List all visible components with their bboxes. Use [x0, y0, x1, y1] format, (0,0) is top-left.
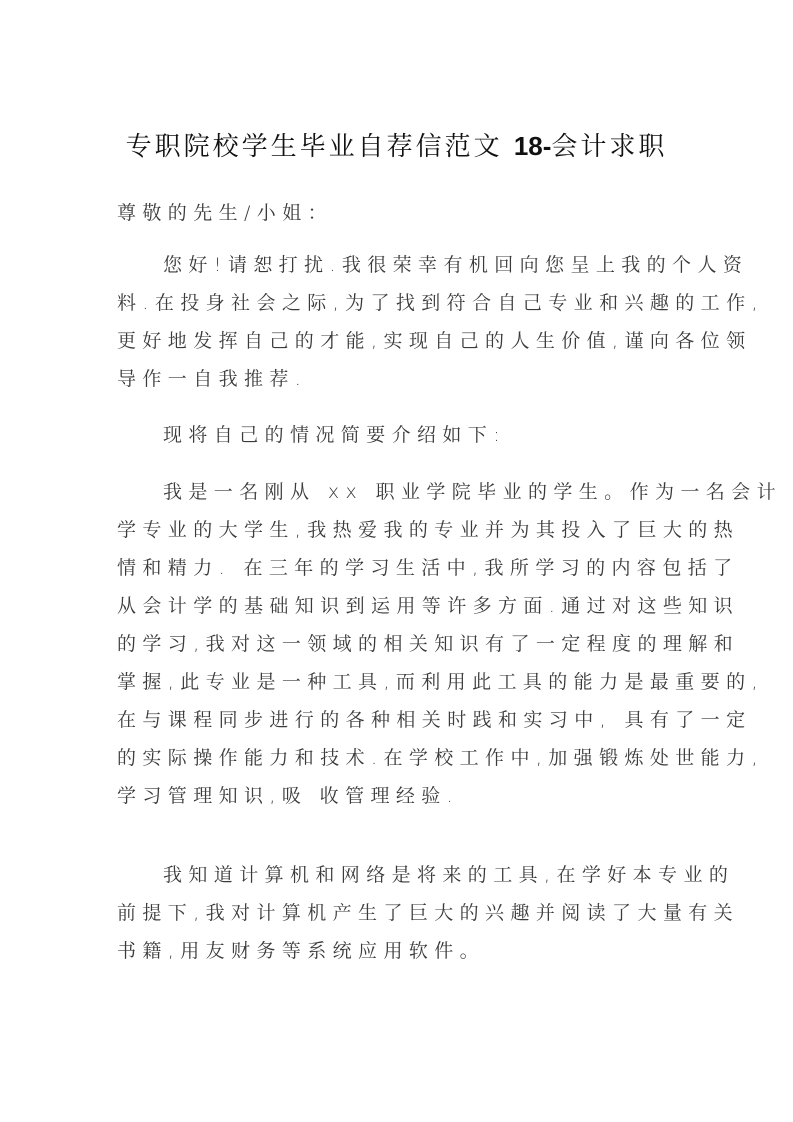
title-prefix: 专职院校学生毕业自荐信范文 — [125, 132, 514, 162]
paragraph-2-line-1: 现将自己的情况简要介绍如下: — [163, 424, 507, 446]
title-number: 18- — [513, 131, 552, 161]
paragraph-4-line-3: 书籍,用友财务等系统应用软件。 — [117, 940, 486, 962]
paragraph-1-line-4: 导作一自我推荐. — [117, 368, 308, 390]
salutation: 尊敬的先生/小姐： — [117, 202, 334, 224]
paragraph-3-line-9: 学习管理知识,吸 收管理经验. — [117, 785, 460, 807]
paragraph-4-line-1: 我知道计算机和网络是将来的工具,在学好本专业的 — [163, 864, 735, 886]
paragraph-3-line-7: 在与课程同步进行的各种相关时践和实习中, 具有了一定 — [117, 709, 752, 731]
paragraph-3-line-8: 的实际操作能力和技术.在学校工作中,加强锻炼处世能力, — [117, 747, 764, 769]
paragraph-1-line-3: 更好地发挥自己的才能,实现自己的人生价值,谨向各位领 — [117, 330, 752, 352]
paragraph-4-line-2: 前提下,我对计算机产生了巨大的兴趣并阅读了大量有关 — [117, 902, 740, 924]
paragraph-3-line-1: 我是一名刚从 xx 职业学院毕业的学生。作为一名会计 — [163, 481, 782, 503]
paragraph-3-line-4: 从会计学的基础知识到运用等许多方面.通过对这些知识 — [117, 595, 740, 617]
paragraph-3-line-2: 学专业的大学生,我热爱我的专业并为其投入了巨大的热 — [117, 519, 740, 541]
paragraph-3-line-3: 情和精力. 在三年的学习生活中,我所学习的内容包括了 — [117, 557, 739, 579]
paragraph-3-line-5: 的学习,我对这一领域的相关知识有了一定程度的理解和 — [117, 633, 740, 655]
paragraph-1-line-1: 您好!请恕打扰.我很荣幸有机回向您呈上我的个人资 — [163, 254, 749, 276]
paragraph-3-line-6: 掌握,此专业是一种工具,而利用此工具的能力是最重要的, — [117, 671, 764, 693]
title-suffix: 会计求职 — [551, 132, 668, 162]
paragraph-1-line-2: 料.在投身社会之际,为了找到符合自己专业和兴趣的工作, — [117, 292, 764, 314]
document-title — [0, 128, 793, 165]
